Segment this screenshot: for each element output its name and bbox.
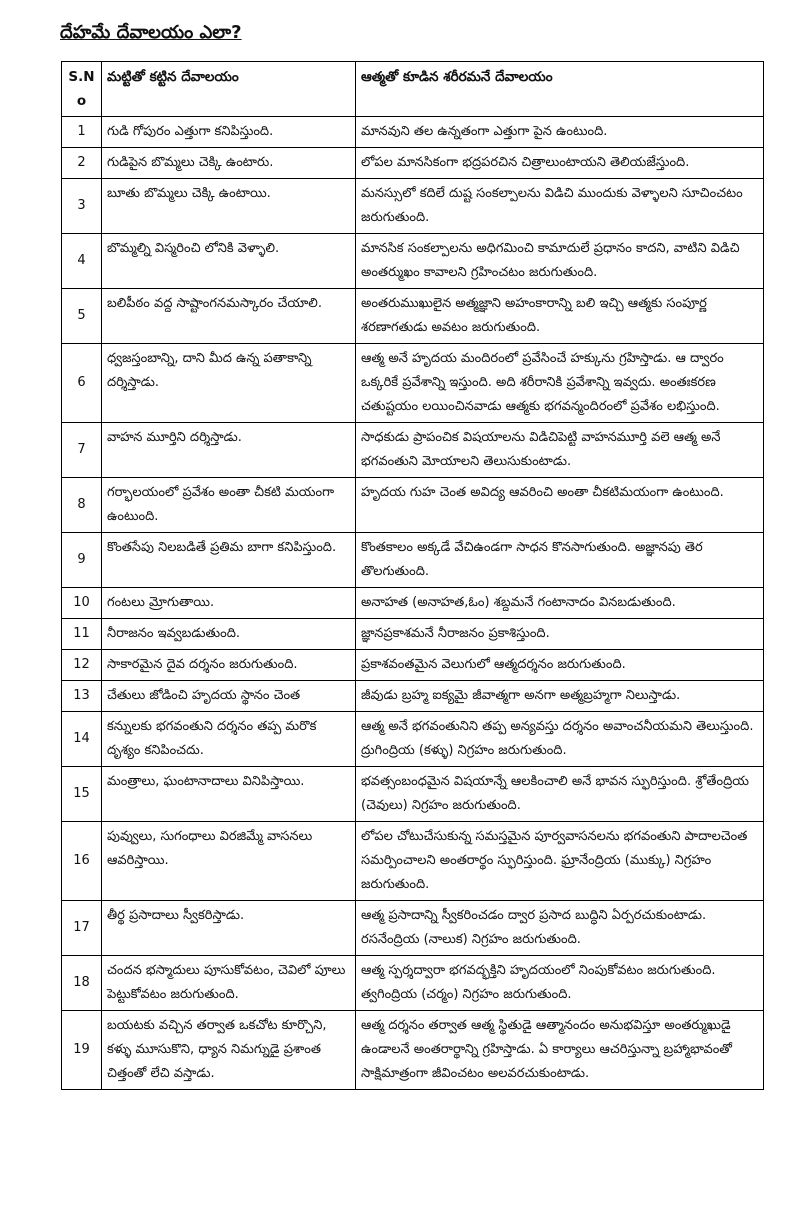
row-sno: 5	[62, 289, 102, 344]
row-clay-temple-text: కన్నులకు భగవంతుని దర్శనం తప్ప మరొక దృశ్యం కనిపించదు.	[102, 712, 356, 767]
table-row	[62, 478, 764, 533]
row-sno: 7	[62, 423, 102, 478]
table-row	[62, 619, 764, 650]
row-clay-temple-text: తీర్థ ప్రసాదాలు స్వీకరిస్తాడు.	[102, 901, 356, 956]
page-title: దేహమే దేవాలయం ఎలా?	[60, 22, 242, 43]
row-clay-temple-text: బూతు బొమ్మలు చెక్కి ఉంటాయి.	[102, 179, 356, 234]
row-sno: 10	[62, 588, 102, 619]
row-sno: 3	[62, 179, 102, 234]
row-body-temple-text: జ్ఞానప్రకాశమనే నీరాజనం ప్రకాశిస్తుంది.	[356, 619, 764, 650]
comparison-table	[61, 61, 764, 1090]
row-sno: 14	[62, 712, 102, 767]
table-row	[62, 767, 764, 822]
row-body-temple-text: హృదయ గుహ చెంత అవిద్య ఆవరించి అంతా చీకటిమయంగా ఉంటుంది.	[356, 478, 764, 533]
table-row	[62, 712, 764, 767]
row-clay-temple-text: కొంతసేపు నిలబడితే ప్రతిమ బాగా కనిపిస్తుంది.	[102, 533, 356, 588]
row-clay-temple-text: బొమ్మల్ని విస్మరించి లోనికి వెళ్ళాలి.	[102, 234, 356, 289]
row-body-temple-text: ఆత్మ స్పర్శద్వారా భగవద్భక్తిని హృదయంలో నింపుకోవటం జరుగుతుంది. త్వగింద్రియ (చర్మం) నిగ్రహం జరుగుతుంది.	[356, 956, 764, 1011]
row-clay-temple-text: మంత్రాలు, ఘంటానాదాలు వినిపిస్తాయి.	[102, 767, 356, 822]
row-sno: 16	[62, 822, 102, 901]
row-sno: 4	[62, 234, 102, 289]
row-sno: 19	[62, 1011, 102, 1090]
row-sno: 18	[62, 956, 102, 1011]
row-sno: 12	[62, 650, 102, 681]
table-row	[62, 117, 764, 148]
row-clay-temple-text: గుడిపైన బొమ్మలు చెక్కి ఉంటారు.	[102, 148, 356, 179]
row-sno: 9	[62, 533, 102, 588]
table-row	[62, 956, 764, 1011]
header-body-temple: ఆత్మతో కూడిన శరీరమనే దేవాలయం	[356, 62, 764, 117]
table-row	[62, 423, 764, 478]
row-clay-temple-text: ధ్వజస్తంబాన్ని, దాని మీద ఉన్న పతాకాన్ని దర్శిస్తాడు.	[102, 344, 356, 423]
row-sno: 17	[62, 901, 102, 956]
row-sno: 15	[62, 767, 102, 822]
row-clay-temple-text: గర్భాలయంలో ప్రవేశం అంతా చీకటి మయంగా ఉంటుంది.	[102, 478, 356, 533]
table-row	[62, 822, 764, 901]
row-sno: 8	[62, 478, 102, 533]
row-body-temple-text: ఆత్మ ప్రసాదాన్ని స్వీకరించడం ద్వార ప్రసాద బుద్ధిని ఏర్పరచుకుంటాడు. రసనేంద్రియ (నాలుక) నిగ్రహం జరుగుతుంది.	[356, 901, 764, 956]
row-clay-temple-text: నీరాజనం ఇవ్వబడుతుంది.	[102, 619, 356, 650]
row-body-temple-text: భవత్సంబంధమైన విషయాన్నే ఆలకించాలి అనే భావన స్ఫురిస్తుంది. శ్రోతేంద్రియ (చెవులు) నిగ్రహం జరుగుతుంది.	[356, 767, 764, 822]
row-body-temple-text: ఆత్మ దర్శనం తర్వాత ఆత్మ స్థితుడై ఆత్మానందం అనుభవిస్తూ అంతర్ముఖుడై ఉండాలనే అంతరార్థాన్ని గ్రహిస్తాడు. ఏ కార్యాలు ఆచరిస్తున్నా బ్రహ్మాభావంతో సాక్షిమాత్రంగా జీవించటం అలవరచుకుంటాడు.	[356, 1011, 764, 1090]
row-clay-temple-text: బలిపీఠం వద్ద సాష్టాంగనమస్కారం చేయాలి.	[102, 289, 356, 344]
row-sno: 11	[62, 619, 102, 650]
table-row	[62, 588, 764, 619]
row-clay-temple-text: సాకారమైన దైవ దర్శనం జరుగుతుంది.	[102, 650, 356, 681]
row-sno: 1	[62, 117, 102, 148]
row-body-temple-text: అనాహత (అనాహత,ఓం) శబ్దమనే గంటానాదం వినబడుతుంది.	[356, 588, 764, 619]
table-row	[62, 533, 764, 588]
row-clay-temple-text: బయటకు వచ్చిన తర్వాత ఒకచోట కూర్చొని, కళ్ళు మూసుకొని, ధ్యాన నిమగ్నుడై ప్రశాంత చిత్తంతో లేచి వస్తాడు.	[102, 1011, 356, 1090]
table-row	[62, 344, 764, 423]
table-row	[62, 650, 764, 681]
header-clay-temple: మట్టితో కట్టిన దేవాలయం	[102, 62, 356, 117]
row-body-temple-text: కొంతకాలం అక్కడే వేచిఉండగా సాధన కొనసాగుతుంది. అజ్ఞానపు తెర తొలగుతుంది.	[356, 533, 764, 588]
table-row	[62, 1011, 764, 1090]
table-header-row	[62, 62, 764, 117]
table-row	[62, 148, 764, 179]
row-body-temple-text: జీవుడు బ్రహ్మ ఐక్యమై జీవాత్మగా అనగా అత్మబ్రహ్మగా నిలుస్తాడు.	[356, 681, 764, 712]
row-clay-temple-text: చందన భస్మాదులు పూసుకోవటం, చెవిలో పూలు పెట్టుకోవటం జరుగుతుంది.	[102, 956, 356, 1011]
row-clay-temple-text: గుడి గోపురం ఎత్తుగా కనిపిస్తుంది.	[102, 117, 356, 148]
row-clay-temple-text: గంటలు మ్రోగుతాయి.	[102, 588, 356, 619]
row-body-temple-text: ఆత్మ అనే భగవంతునిని తప్ప అన్యవస్తు దర్శనం అవాంచనీయమని తెలుస్తుంది. ద్రుగింద్రియ (కళ్ళు) నిగ్రహం జరుగుతుంది.	[356, 712, 764, 767]
row-body-temple-text: మనస్సులో కదిలే దుష్ట సంకల్పాలను విడిచి ముందుకు వెళ్ళాలని సూచించటం జరుగుతుంది.	[356, 179, 764, 234]
row-sno: 6	[62, 344, 102, 423]
row-clay-temple-text: చేతులు జోడించి హృదయ స్థానం చెంత	[102, 681, 356, 712]
row-body-temple-text: అంతరుముఖులైన అత్మజ్ఞాని అహంకారాన్ని బలి ఇచ్చి ఆత్మకు సంపూర్ణ శరణాగతుడు అవటం జరుగుతుంది.	[356, 289, 764, 344]
row-clay-temple-text: పువ్వులు, సుగంధాలు విరజిమ్మే వాసనలు ఆవరిస్తాయి.	[102, 822, 356, 901]
row-body-temple-text: ఆత్మ అనే హృదయ మందిరంలో ప్రవేసించే హక్కును గ్రహిస్తాడు. ఆ ద్వారం ఒక్కరికే ప్రవేశాన్ని ఇస్తుంది. అది శరీరానికి ప్రవేశాన్ని ఇవ్వదు. అంతఃకరణ చతుష్టయం లయించినవాడు ఆత్మకు భగవన్మందిరంలో ప్రవేశం లభిస్తుంది.	[356, 344, 764, 423]
table-row	[62, 234, 764, 289]
table-body	[62, 117, 764, 1090]
row-body-temple-text: లోపల చోటుచేసుకున్న సమస్తమైన పూర్వవాసనలను భగవంతుని పాదాలచెంత సమర్పించాలని అంతరార్థం స్ఫురిస్తుంది. ఘ్రానేంద్రియ (ముక్కు) నిగ్రహం జరుగుతుంది.	[356, 822, 764, 901]
table-row	[62, 681, 764, 712]
row-sno: 2	[62, 148, 102, 179]
row-body-temple-text: మానవుని తల ఉన్నతంగా ఎత్తుగా పైన ఉంటుంది.	[356, 117, 764, 148]
row-body-temple-text: ప్రకాశవంతమైన వెలుగులో ఆత్మదర్శనం జరుగుతుంది.	[356, 650, 764, 681]
table-row	[62, 901, 764, 956]
row-clay-temple-text: వాహన మూర్తిని దర్శిస్తాడు.	[102, 423, 356, 478]
row-body-temple-text: లోపల మానసికంగా భద్రపరచిన చిత్రాలుంటాయని తెలియజేస్తుంది.	[356, 148, 764, 179]
row-body-temple-text: సాధకుడు ప్రాపంచిక విషయాలను విడిచిపెట్టి వాహనమూర్తి వలె ఆత్మ అనే భగవంతుని మోయాలని తెలుసుకుంటాడు.	[356, 423, 764, 478]
row-body-temple-text: మానసిక సంకల్పాలను అధిగమించి కామాదులే ప్రధానం కాదని, వాటిని విడిచి అంతర్ముఖం కావాలని గ్రహించటం జరుగుతుంది.	[356, 234, 764, 289]
row-sno: 13	[62, 681, 102, 712]
header-sno: S.No	[62, 62, 102, 117]
table-row	[62, 289, 764, 344]
table-row	[62, 179, 764, 234]
